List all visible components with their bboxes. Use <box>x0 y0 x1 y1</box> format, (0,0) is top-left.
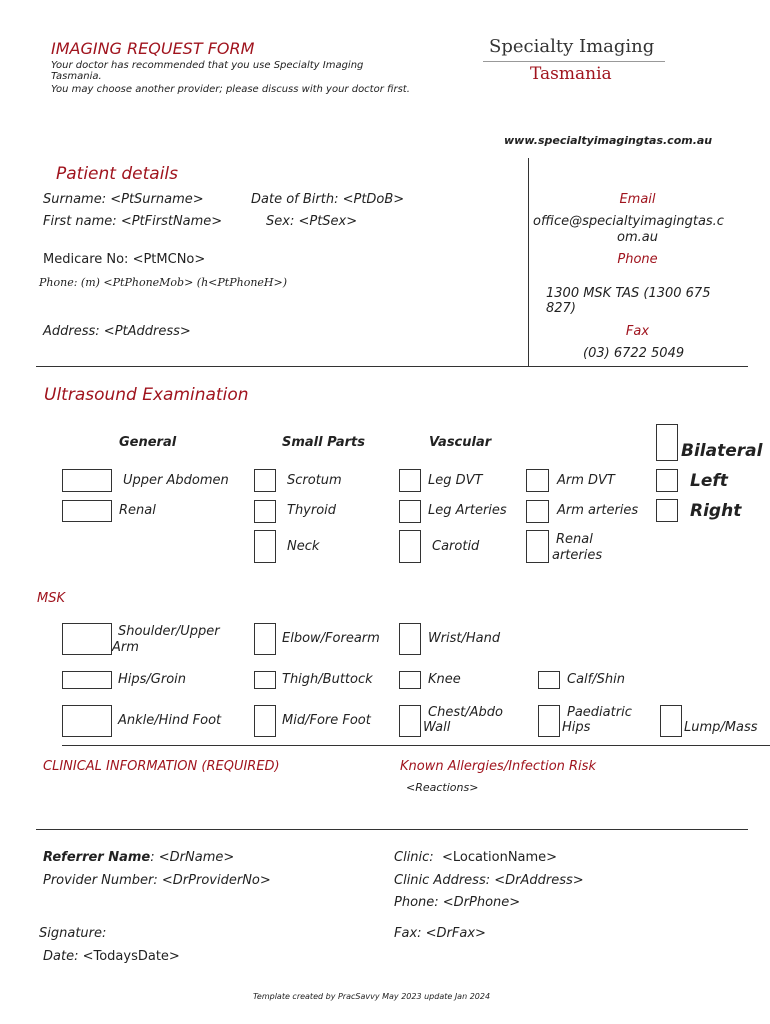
neck-checkbox[interactable] <box>254 530 276 563</box>
logo-top-text: Specialty Imaging <box>489 36 655 57</box>
patient-phone: Phone: (m) <PtPhoneMob> (h<PtPhoneH>) <box>39 276 288 289</box>
knee-label: Knee <box>428 672 461 687</box>
msk-bottom-rule <box>62 745 770 746</box>
contact-email-label: Email <box>619 192 656 207</box>
arm-dvt-label: Arm DVT <box>557 473 615 488</box>
signature-label: Signature: <box>39 926 107 941</box>
clinical-info-label: CLINICAL INFORMATION (REQUIRED) <box>43 759 280 774</box>
ankle-checkbox[interactable] <box>62 705 112 737</box>
chest-label-2: Wall <box>423 720 451 735</box>
referrer-phone: Phone: <DrPhone> <box>394 895 521 910</box>
form-title: IMAGING REQUEST FORM <box>51 39 255 58</box>
ultrasound-heading: Ultrasound Examination <box>44 385 249 405</box>
knee-checkbox[interactable] <box>399 671 421 689</box>
contact-email-line1[interactable]: office@specialtyimagingtas.c <box>533 214 724 229</box>
left-label: Left <box>690 471 728 491</box>
patient-sex: Sex: <PtSex> <box>266 214 358 229</box>
patient-bottom-rule <box>36 366 748 367</box>
carotid-checkbox[interactable] <box>399 530 421 563</box>
footer-note: Template created by PracSavvy May 2023 update Jan 2024 <box>253 992 491 1001</box>
referrer-clinic <box>394 850 557 865</box>
scrotum-label: Scrotum <box>287 473 342 488</box>
calf-label: Calf/Shin <box>567 672 625 687</box>
renal-arteries-checkbox[interactable] <box>526 530 549 563</box>
bilateral-label: Bilateral <box>681 441 763 461</box>
right-label: Right <box>690 501 742 521</box>
msk-heading: MSK <box>37 591 65 606</box>
wrist-label: Wrist/Hand <box>428 631 501 646</box>
upper-abdomen-label: Upper Abdomen <box>123 473 229 488</box>
reactions-value: <Reactions> <box>406 781 479 794</box>
clinical-bottom-rule <box>36 829 748 830</box>
shoulder-checkbox[interactable] <box>62 623 112 655</box>
renal-arteries-label-1: Renal <box>556 532 593 547</box>
logo-bottom-text: Tasmania <box>530 64 612 84</box>
contact-phone-label: Phone <box>617 252 658 267</box>
request-date <box>43 949 180 964</box>
elbow-label: Elbow/Forearm <box>282 631 380 646</box>
patient-dob: Date of Birth: <PtDoB> <box>251 192 405 207</box>
header-subtitle-2: Tasmania. <box>51 71 102 82</box>
renal-label: Renal <box>119 503 156 518</box>
website-link[interactable]: www.specialtyimagingtas.com.au <box>504 134 713 147</box>
clinic-label: Clinic: <box>394 850 434 865</box>
ankle-label: Ankle/Hind Foot <box>118 713 222 728</box>
logo-divider <box>483 61 665 62</box>
lump-label: Lump/Mass <box>684 720 758 735</box>
date-value: <TodaysDate> <box>82 949 180 964</box>
referrer-name <box>43 850 234 865</box>
right-checkbox[interactable] <box>656 499 678 522</box>
shoulder-label-1: Shoulder/Upper <box>118 624 220 639</box>
lump-checkbox[interactable] <box>660 705 682 737</box>
thigh-checkbox[interactable] <box>254 671 276 689</box>
calf-checkbox[interactable] <box>538 671 560 689</box>
referrer-name-label: Referrer Name <box>43 850 151 865</box>
header-subtitle-1: Your doctor has recommended that you use Specialty Imaging <box>51 60 364 71</box>
contact-fax-value: (03) 6722 5049 <box>583 346 685 361</box>
paediatric-hips-label-1: Paediatric <box>567 705 632 720</box>
bilateral-checkbox[interactable] <box>656 424 678 461</box>
contact-fax-label: Fax <box>625 324 650 339</box>
referrer-clinic-address: Clinic Address: <DrAddress> <box>394 873 584 888</box>
clinic-value: <LocationName> <box>441 850 558 865</box>
patient-surname: Surname: <PtSurname> <box>43 192 204 207</box>
patient-address: Address: <PtAddress> <box>43 324 191 339</box>
paediatric-hips-label-2: Hips <box>562 720 591 735</box>
patient-details-heading: Patient details <box>56 164 178 184</box>
shoulder-label-2: Arm <box>112 640 139 655</box>
contact-phone-line2: 827) <box>546 301 576 316</box>
arm-dvt-checkbox[interactable] <box>526 469 549 492</box>
patient-firstname: First name: <PtFirstName> <box>43 214 223 229</box>
thyroid-label: Thyroid <box>287 503 337 518</box>
paediatric-hips-checkbox[interactable] <box>538 705 560 737</box>
column-small-parts: Small Parts <box>282 435 365 450</box>
chest-checkbox[interactable] <box>399 705 421 737</box>
leg-dvt-label: Leg DVT <box>428 473 483 488</box>
renal-checkbox[interactable] <box>62 500 112 522</box>
leg-arteries-checkbox[interactable] <box>399 500 421 523</box>
chest-label-1: Chest/Abdo <box>428 705 503 720</box>
midfoot-label: Mid/Fore Foot <box>282 713 371 728</box>
thyroid-checkbox[interactable] <box>254 500 276 523</box>
upper-abdomen-checkbox[interactable] <box>62 469 112 492</box>
referrer-fax: Fax: <DrFax> <box>394 926 486 941</box>
thigh-label: Thigh/Buttock <box>282 672 373 687</box>
scrotum-checkbox[interactable] <box>254 469 276 492</box>
leg-dvt-checkbox[interactable] <box>399 469 421 492</box>
date-label: Date: <box>43 949 79 964</box>
allergies-label: Known Allergies/Infection Risk <box>400 759 596 774</box>
leg-arteries-label: Leg Arteries <box>428 503 507 518</box>
column-vascular: Vascular <box>429 435 492 450</box>
arm-arteries-label: Arm arteries <box>557 503 639 518</box>
patient-contact-divider <box>528 158 529 366</box>
header-subtitle-3: You may choose another provider; please discuss with your doctor first. <box>51 84 410 95</box>
column-general: General <box>119 435 177 450</box>
contact-phone-line1: 1300 MSK TAS (1300 675 <box>546 286 711 301</box>
elbow-checkbox[interactable] <box>254 623 276 655</box>
renal-arteries-label-2: arteries <box>552 548 603 563</box>
referrer-provider-number: Provider Number: <DrProviderNo> <box>43 873 271 888</box>
contact-email-line2[interactable]: om.au <box>617 230 658 245</box>
hips-label: Hips/Groin <box>118 672 187 687</box>
arm-arteries-checkbox[interactable] <box>526 500 549 523</box>
neck-label: Neck <box>287 539 320 554</box>
midfoot-checkbox[interactable] <box>254 705 276 737</box>
wrist-checkbox[interactable] <box>399 623 421 655</box>
hips-checkbox[interactable] <box>62 671 112 689</box>
referrer-name-value: : <DrName> <box>150 850 235 865</box>
left-checkbox[interactable] <box>656 469 678 492</box>
patient-medicare: Medicare No: <PtMCNo> <box>43 252 206 267</box>
carotid-label: Carotid <box>432 539 480 554</box>
